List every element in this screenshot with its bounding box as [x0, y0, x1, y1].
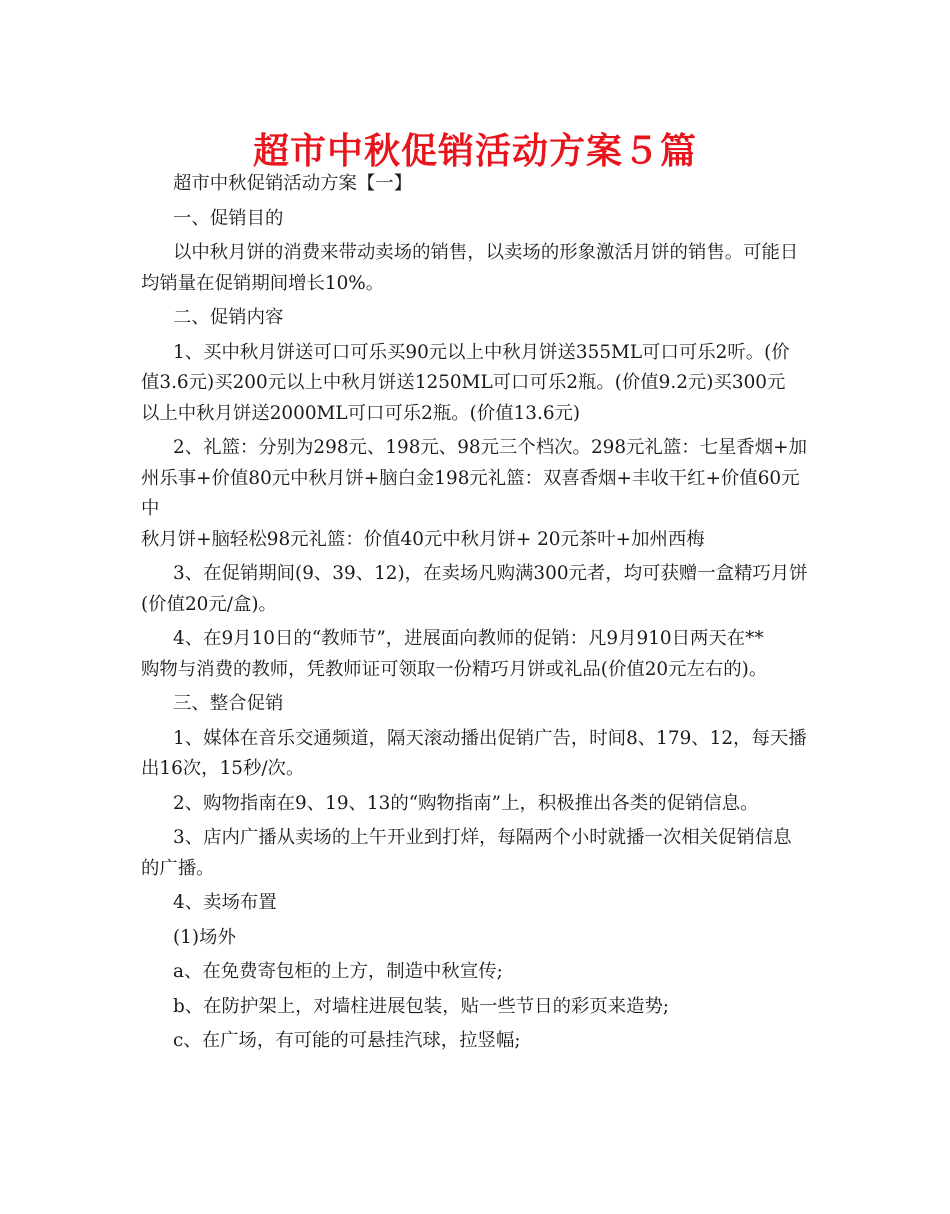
text-line: c、在广场，有可能的可悬挂汽球，拉竖幅;	[173, 1030, 521, 1051]
text-line: 3、在促销期间(9、39、12)，在卖场凡购满300元者，均可获赠一盒精巧月饼	[173, 563, 808, 584]
text-line: 以上中秋月饼送2000ML可口可乐2瓶。(价值13.6元)	[141, 402, 581, 424]
text-line: 1、买中秋月饼送可口可乐买90元以上中秋月饼送355ML可口可乐2听。(价	[173, 341, 790, 363]
text-line: 二、促销内容	[173, 307, 284, 328]
text-line: (价值20元/盒)。	[141, 593, 277, 615]
text-line: 秋月饼+脑轻松98元礼篮：价值40元中秋月饼+ 20元茶叶+加州西梅	[141, 528, 705, 550]
text-line: 三、整合促销	[173, 693, 284, 714]
text-line: 4、在9月10日的“教师节”，进展面向教师的促销：凡9月910日两天在**	[173, 628, 764, 649]
text-line: 2、购物指南在9、19、13的“购物指南”上，积极推出各类的促销信息。	[173, 792, 759, 814]
text-line: 的广播。	[141, 857, 215, 879]
text-line: 3、店内广播从卖场的上午开业到打烊，每隔两个小时就播一次相关促销信息	[173, 827, 792, 848]
text-line: a、在免费寄包柜的上方，制造中秋宣传;	[173, 961, 503, 982]
text-line: 购物与消费的教师，凭教师证可领取一份精巧月饼或礼品(价值20元左右的)。	[141, 658, 768, 680]
text-line: 值3.6元)买200元以上中秋月饼送1250ML可口可乐2瓶。(价值9.2元)买300元	[141, 372, 786, 393]
text-line: 州乐事+价值80元中秋月饼+脑白金198元礼篮：双喜香烟+丰收干红+价值60元中	[141, 467, 800, 519]
text-line: (1)场外	[173, 926, 236, 948]
document-title: 超市中秋促销活动方案５篇	[252, 131, 697, 172]
text-line: 以中秋月饼的消费来带动卖场的销售，以卖场的形象激活月饼的销售。可能日	[173, 242, 799, 263]
text-line: 1、媒体在音乐交通频道，隔天滚动播出促销广告，时间8、179、12，每天播	[173, 727, 807, 749]
text-line: 均销量在促销期间增长10%。	[141, 272, 385, 294]
text-line: 4、卖场布置	[173, 892, 277, 913]
text-line: 出16次，15秒/次。	[141, 758, 305, 779]
text-line: 一、促销目的	[173, 207, 284, 229]
text-line: 2、礼篮：分别为298元、198元、98元三个档次。298元礼篮：七星香烟+加	[173, 437, 807, 458]
document-body	[141, 169, 811, 1057]
text-line: b、在防护架上，对墙柱进展包装，贴一些节日的彩页来造势;	[173, 995, 670, 1017]
text-line: 超市中秋促销活动方案【一】	[173, 173, 413, 194]
